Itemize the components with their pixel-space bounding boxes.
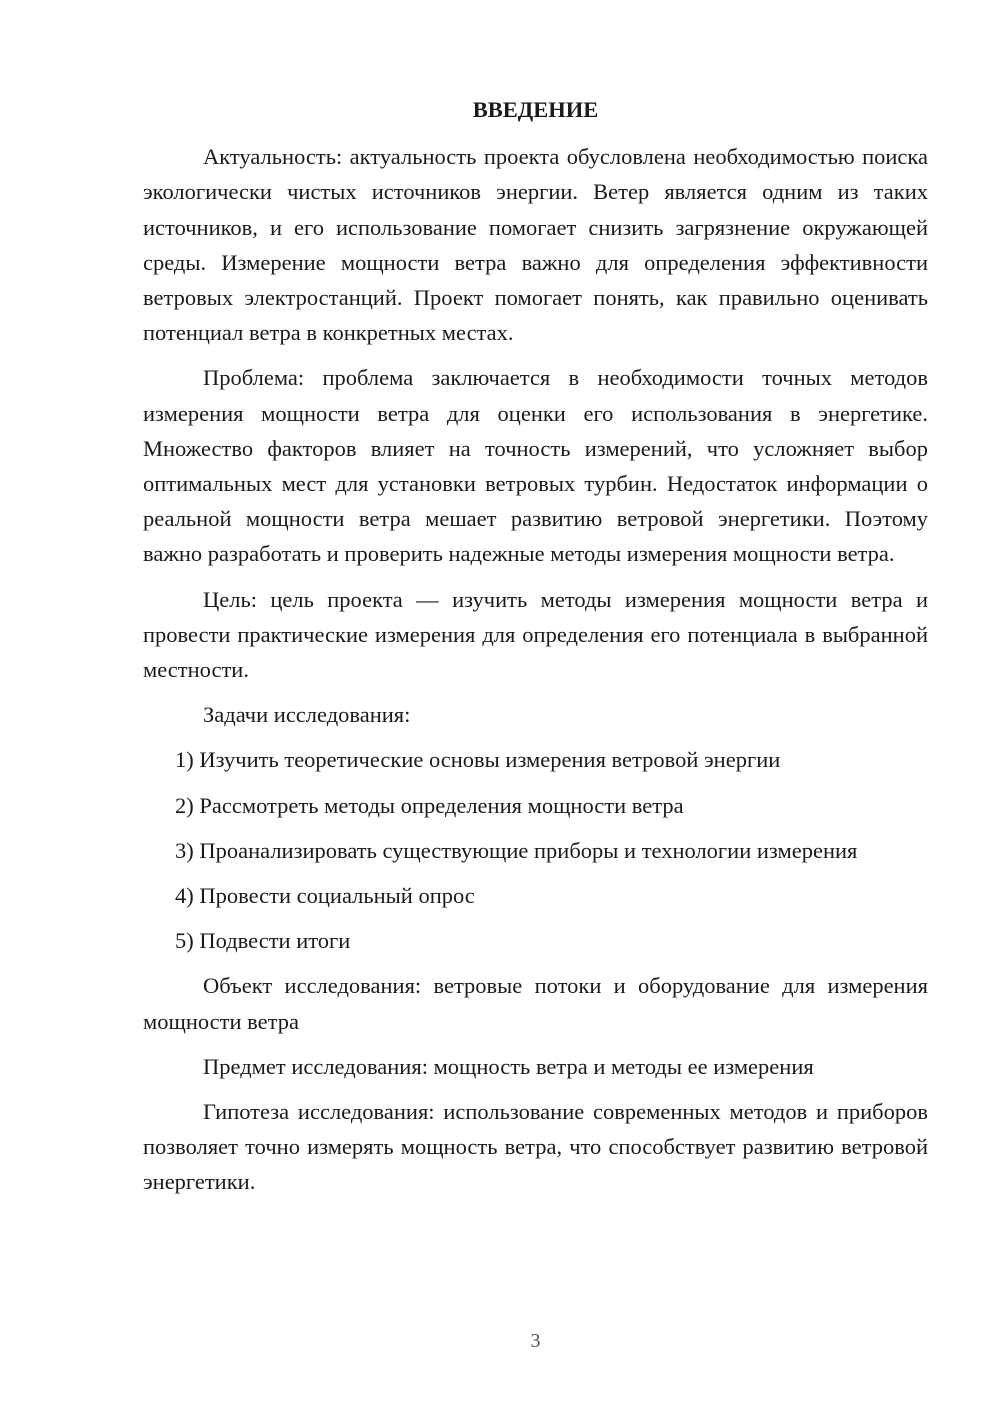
page-content bbox=[143, 92, 928, 1210]
task-item: 4) Провести социальный опрос bbox=[175, 883, 475, 909]
goal-paragraph: Цель: цель проекта — изучить методы измерения мощности ветра и провести практические измерения для определения его потенциала в выбранной местности. bbox=[143, 586, 928, 683]
subject-paragraph: Предмет исследования: мощность ветра и методы ее измерения bbox=[203, 1053, 814, 1079]
problem-paragraph: Проблема: проблема заключается в необходимости точных методов измерения мощности ветра для оценки его использования в энергетике. Множество факторов влияет на точность измерений, что усложняет выбор оптимальных мест для установки ветровых турбин. Недостаток информации о реальной мощности ветра мешает развитию ветровой энергетики. Поэтому важно разработать и проверить надежные методы измерения мощности ветра. bbox=[143, 365, 928, 567]
tasks-title: Задачи исследования: bbox=[203, 702, 411, 728]
object-paragraph: Объект исследования: ветровые потоки и оборудование для измерения мощности ветра bbox=[143, 973, 928, 1034]
page-number: 3 bbox=[530, 1330, 541, 1352]
task-item: 1) Изучить теоретические основы измерения ветровой энергии bbox=[175, 747, 781, 773]
page-heading: ВВЕДЕНИЕ bbox=[472, 97, 599, 122]
task-item: 3) Проанализировать существующие приборы и технологии измерения bbox=[175, 837, 858, 863]
hypothesis-paragraph: Гипотеза исследования: использование современных методов и приборов позволяет точно измерять мощность ветра, что способствует развитию ветровой энергетики. bbox=[143, 1099, 928, 1195]
relevance-paragraph: Актуальность: актуальность проекта обусловлена необходимостью поиска экологически чистых источников энергии. Ветер является одним из таких источников, и его использование помогает снизить загрязнение окружающей среды. Измерение мощности ветра важно для определения эффективности ветровых электростанций. Проект помогает понять, как правильно оценивать потенциал ветра в конкретных местах. bbox=[143, 144, 928, 346]
task-item: 5) Подвести итоги bbox=[175, 928, 351, 954]
task-item: 2) Рассмотреть методы определения мощности ветра bbox=[175, 792, 684, 818]
